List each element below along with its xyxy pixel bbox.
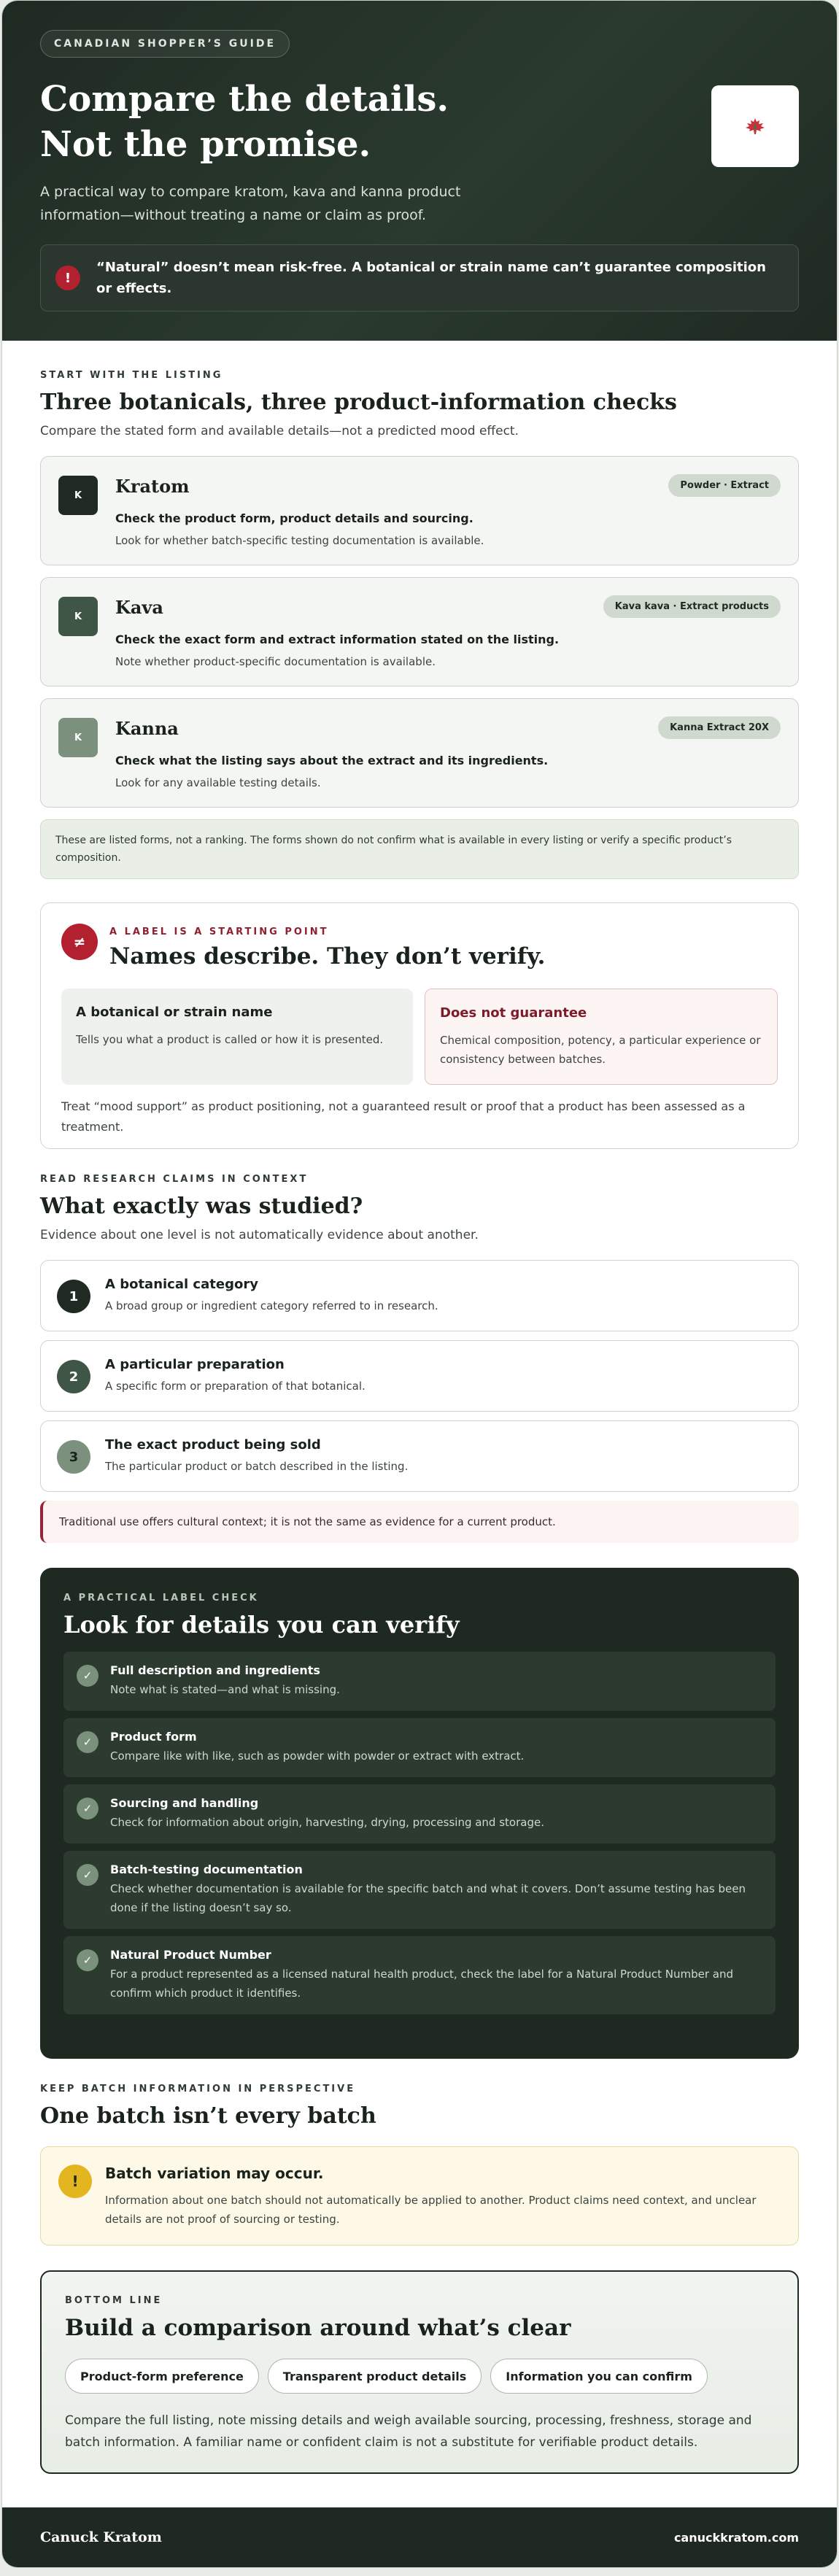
checklist-items xyxy=(63,1652,776,2014)
batch-title: One batch isn’t every batch xyxy=(40,2103,376,2129)
bottom-line-panel xyxy=(40,2270,799,2474)
step-number: 2 xyxy=(57,1360,90,1393)
study-list xyxy=(40,1260,799,1492)
pill-transparent-details: Transparent product details xyxy=(268,2359,482,2394)
guide-page xyxy=(1,0,838,2568)
study-card-category xyxy=(40,1260,799,1331)
check-body: For a product represented as a licensed natural health product, check the label for a Natural Product Number and confirm which product it identifies. xyxy=(110,1968,734,2000)
names-footnote: Treat “mood support” as product positioning, not a guaranteed result or proof that a product has been assessed as a treatment. xyxy=(61,1099,746,1134)
tradition-note: Traditional use offers cultural context; it is not the same as evidence for a current product. xyxy=(40,1501,799,1543)
check-head: Natural Product Number xyxy=(110,1948,271,1962)
brand-logo xyxy=(711,85,799,167)
form-tag: Powder · Extract xyxy=(668,474,781,497)
research-title: What exactly was studied? xyxy=(40,1194,363,1219)
names-title: Names describe. They don’t verify. xyxy=(109,943,546,970)
check-icon: ✓ xyxy=(77,1864,98,1886)
botanical-note: Look for whether batch-specific testing documentation is available. xyxy=(115,534,484,547)
checklist-eyebrow: A PRACTICAL LABEL CHECK xyxy=(63,1593,259,1604)
compare-row xyxy=(61,989,778,1085)
botanical-name: Kratom xyxy=(115,476,190,497)
check-item-npn xyxy=(63,1936,776,2014)
check-body: Note what is stated—and what is missing. xyxy=(110,1683,340,1696)
check-item-description xyxy=(63,1652,776,1711)
botanical-card-kava xyxy=(40,577,799,686)
botanical-check: Check what the listing says about the extract and its ingredients. xyxy=(115,754,549,767)
bottom-body: Compare the full listing, note missing details and weigh available sourcing, processing, freshness, storage and batch information. A familiar name or confident claim is not a substitute for verifiable product details. xyxy=(65,2413,752,2450)
kratom-icon: K xyxy=(58,476,98,515)
study-head: A botanical category xyxy=(105,1277,258,1292)
not-guarantee-card xyxy=(425,989,778,1085)
batch-body: Information about one batch should not automatically be applied to another. Product claims need context, and unclear details are not proof of sourcing or testing. xyxy=(105,2194,757,2226)
batch-callout xyxy=(40,2146,799,2246)
kava-icon: K xyxy=(58,597,98,636)
batch-section xyxy=(40,2084,799,2246)
alert-icon: ! xyxy=(58,2165,92,2198)
check-head: Sourcing and handling xyxy=(110,1796,259,1810)
botanical-check: Check the exact form and extract information stated on the listing. xyxy=(115,633,560,646)
compare-body: Chemical composition, potency, a particular experience or consistency between batches. xyxy=(440,1034,761,1066)
study-head: The exact product being sold xyxy=(105,1437,321,1453)
check-head: Product form xyxy=(110,1730,197,1744)
not-equal-icon: ≠ xyxy=(61,924,98,960)
check-icon: ✓ xyxy=(77,1665,98,1687)
page-title xyxy=(40,77,799,167)
pill-row xyxy=(65,2359,774,2394)
bottom-eyebrow: BOTTOM LINE xyxy=(65,2295,163,2306)
check-head: Batch-testing documentation xyxy=(110,1863,303,1876)
main-content xyxy=(2,370,837,2474)
form-tag: Kava kava · Extract products xyxy=(603,595,781,618)
pill-confirmable-info: Information you can confirm xyxy=(490,2359,708,2394)
check-icon: ✓ xyxy=(77,1949,98,1971)
research-eyebrow: READ RESEARCH CLAIMS IN CONTEXT xyxy=(40,1174,309,1185)
check-body: Check for information about origin, harvesting, drying, processing and storage. xyxy=(110,1816,544,1829)
hero-header xyxy=(2,1,837,341)
step-number: 1 xyxy=(57,1280,90,1313)
names-panel xyxy=(40,902,799,1149)
research-subtitle: Evidence about one level is not automatically evidence about another. xyxy=(40,1228,479,1242)
step-number: 3 xyxy=(57,1440,90,1474)
bottom-title: Build a comparison around what’s clear xyxy=(65,2315,571,2341)
kanna-icon: K xyxy=(58,718,98,757)
study-card-exact-product xyxy=(40,1420,799,1492)
check-item-batch-testing xyxy=(63,1851,776,1929)
botanical-note: Note whether product-specific documentation is available. xyxy=(115,655,436,668)
batch-head: Batch variation may occur. xyxy=(105,2165,324,2182)
checklist-title: Look for details you can verify xyxy=(63,1611,460,1639)
footer-brand: Canuck Kratom xyxy=(40,2529,162,2545)
warning-icon: ! xyxy=(55,266,80,290)
page-footer xyxy=(2,2507,837,2567)
pill-product-form: Product-form preference xyxy=(65,2359,259,2394)
study-body: A specific form or preparation of that botanical. xyxy=(105,1380,366,1393)
botanical-card-kanna xyxy=(40,698,799,808)
listing-eyebrow: START WITH THE LISTING xyxy=(40,370,223,381)
warning-text: “Natural” doesn’t mean risk-free. A botanical or strain name can’t guarantee composition or effects. xyxy=(96,260,766,296)
check-head: Full description and ingredients xyxy=(110,1663,320,1677)
listing-section xyxy=(40,370,799,879)
study-head: A particular preparation xyxy=(105,1357,285,1372)
compare-head: A botanical or strain name xyxy=(76,1005,273,1020)
botanical-name: Kava xyxy=(115,597,163,618)
botanical-check: Check the product form, product details and sourcing. xyxy=(115,511,473,525)
names-eyebrow: A LABEL IS A STARTING POINT xyxy=(109,927,329,937)
check-item-form xyxy=(63,1718,776,1777)
listing-note: These are listed forms, not a ranking. The forms shown do not confirm what is available in every listing or verify a specific product’s composition. xyxy=(40,819,799,879)
name-describes-card xyxy=(61,989,413,1085)
check-item-sourcing xyxy=(63,1784,776,1844)
compare-body: Tells you what a product is called or how it is presented. xyxy=(76,1033,384,1046)
research-section xyxy=(40,1174,799,1543)
batch-eyebrow: KEEP BATCH INFORMATION IN PERSPECTIVE xyxy=(40,2084,356,2095)
check-body: Compare like with like, such as powder with powder or extract with extract. xyxy=(110,1749,525,1763)
listing-subtitle: Compare the stated form and available details—not a predicted mood effect. xyxy=(40,424,519,438)
check-icon: ✓ xyxy=(77,1798,98,1819)
botanical-card-kratom xyxy=(40,456,799,565)
study-body: A broad group or ingredient category referred to in research. xyxy=(105,1299,438,1312)
form-tag: Kanna Extract 20X xyxy=(658,716,781,739)
botanical-note: Look for any available testing details. xyxy=(115,776,321,789)
maple-leaf-icon xyxy=(744,117,766,135)
listing-title: Three botanicals, three product-information checks xyxy=(40,390,677,415)
botanical-card-list xyxy=(40,456,799,808)
title-line-2: Not the promise. xyxy=(40,124,371,165)
check-icon: ✓ xyxy=(77,1731,98,1753)
hero-subtitle: A practical way to compare kratom, kava and kanna product information—without treating a name or claim as proof. xyxy=(40,184,461,223)
label-check-panel xyxy=(40,1568,799,2059)
warning-callout xyxy=(40,244,799,312)
title-line-1: Compare the details. xyxy=(40,79,449,120)
footer-url-link[interactable]: canuckkratom.com xyxy=(673,2530,799,2545)
hero-badge: CANADIAN SHOPPER’S GUIDE xyxy=(40,30,290,58)
compare-head: Does not guarantee xyxy=(440,1005,587,1021)
study-body: The particular product or batch described in the listing. xyxy=(105,1460,409,1473)
study-card-preparation xyxy=(40,1340,799,1412)
check-body: Check whether documentation is available for the specific batch and what it covers. Don’t assume testing has been done if the listing doesn’t say so. xyxy=(110,1882,746,1914)
botanical-name: Kanna xyxy=(115,718,179,739)
